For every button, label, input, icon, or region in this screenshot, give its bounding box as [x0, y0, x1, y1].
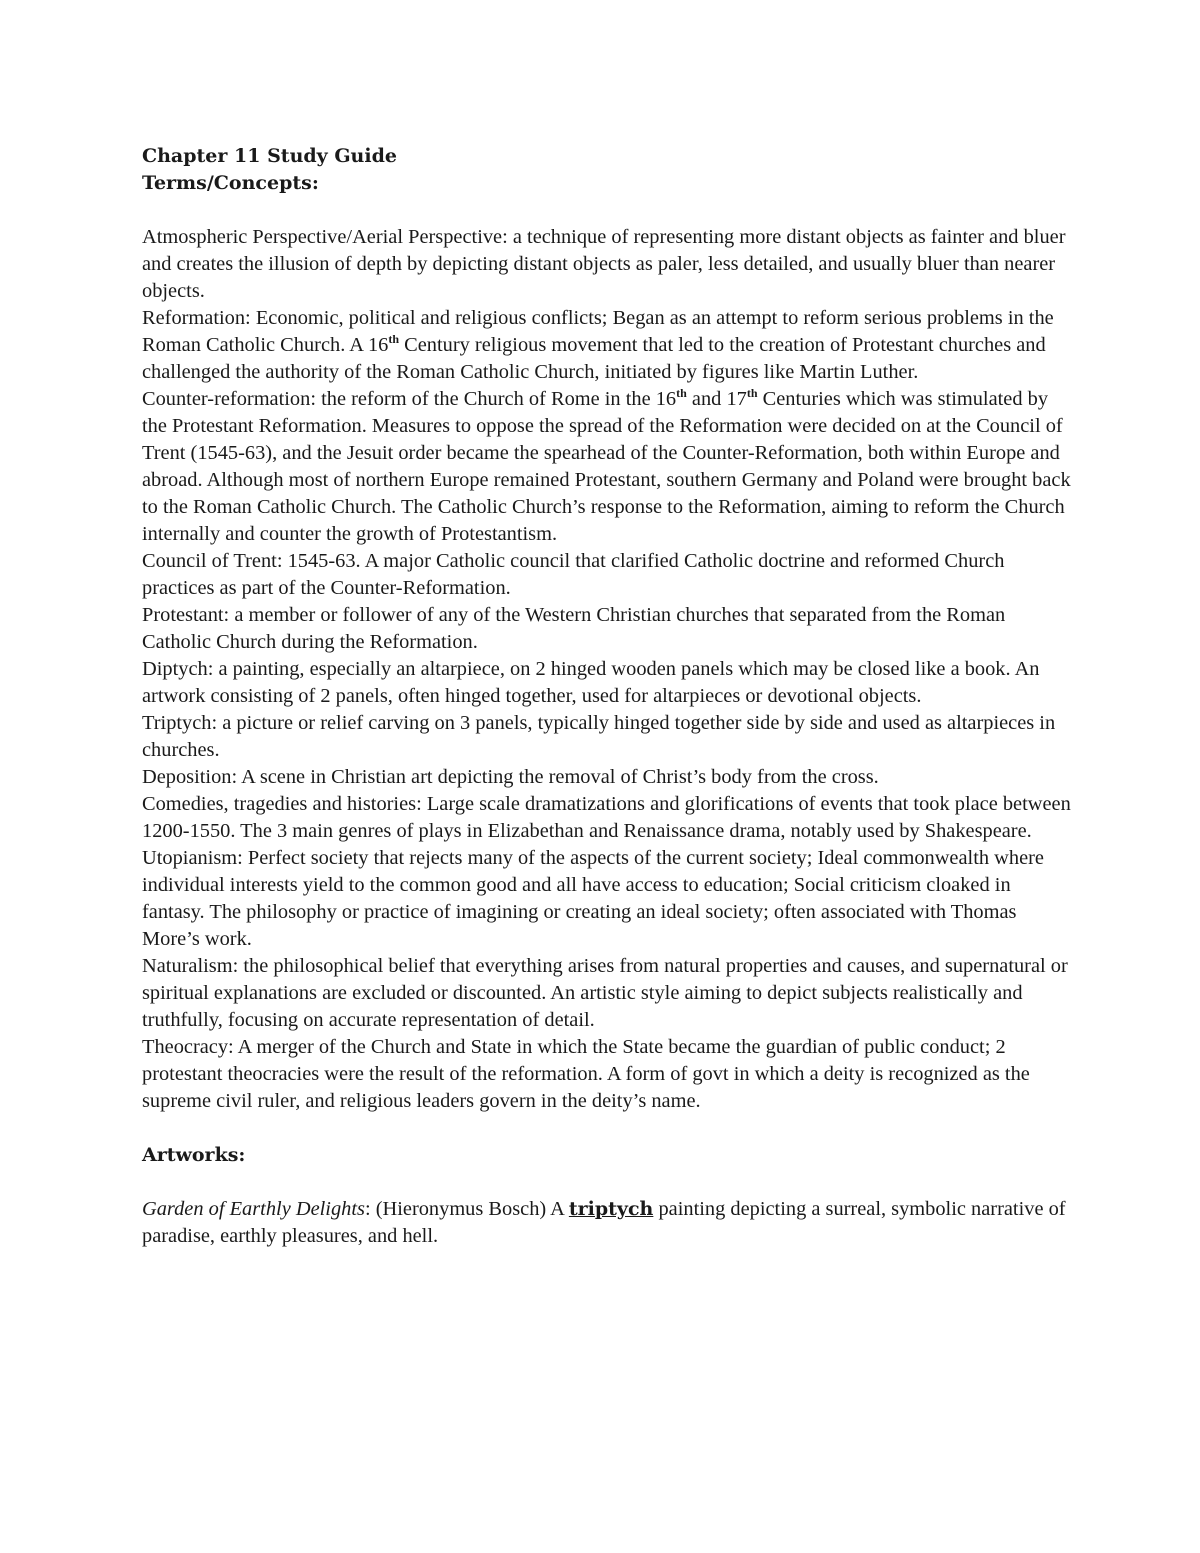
terms-heading: Terms/Concepts:	[142, 172, 319, 194]
artwork-keyword: triptych	[568, 1198, 654, 1220]
term-counter-reformation	[142, 386, 1072, 548]
artwork-colon: :	[364, 1198, 376, 1220]
term-naturalism: Naturalism: the philosophical belief that everything arises from natural properties and causes, and supernatural or spiritual explanations are excluded or discounted. An artistic style aiming to depict subjects realistically and truthfully, focusing on accurate representation of detail.	[142, 955, 1068, 1031]
term-comedies-tragedies-histories: Comedies, tragedies and histories: Large scale dramatizations and glorifications of events that took place between 1200-1550. The 3 main genres of plays in Elizabethan and Renaissance drama, notably used by Shakespeare.	[142, 793, 1071, 842]
term-deposition: Deposition: A scene in Christian art depicting the removal of Christ’s body from the cross.	[142, 766, 879, 788]
artwork-text: (Hieronymus Bosch) A	[375, 1198, 569, 1220]
term-reformation	[142, 305, 1072, 386]
term-atmospheric-perspective: Atmospheric Perspective/Aerial Perspective: a technique of representing more distant objects as fainter and bluer and creates the illusion of depth by depicting distant objects as paler, less detailed, and usually bluer than nearer objects.	[142, 226, 1066, 302]
ordinal-suffix: th	[746, 386, 758, 401]
artwork-title: Garden of Earthly Delights	[142, 1198, 365, 1220]
term-theocracy: Theocracy: A merger of the Church and State in which the State became the guardian of public conduct; 2 protestant theocracies were the result of the reformation. A form of govt in which a deity is recognized as the supreme civil ruler, and religious leaders govern in the deity’s name.	[142, 1036, 1030, 1112]
term-utopianism: Utopianism: Perfect society that rejects many of the aspects of the current society; Ideal commonwealth where individual interests yield to the common good and all have access to education; Social criticism cloaked in fantasy. The philosophy or practice of imagining or creating an ideal society; often associated with Thomas More’s work.	[142, 847, 1044, 950]
document-page	[142, 143, 1072, 1250]
artworks-heading: Artworks:	[142, 1144, 246, 1166]
term-text: and 17	[686, 388, 747, 410]
blank-line	[142, 197, 1072, 224]
document-title: Chapter 11 Study Guide	[142, 145, 397, 167]
term-text: Centuries which was stimulated by the Protestant Reformation. Measures to oppose the spread of the Reformation were decided on at the Council of Trent (1545-63), and the Jesuit order became the spearhead of the Counter-Reformation, both within Europe and abroad. Although most of northern Europe remained Protestant, southern Germany and Poland were brought back to the Roman Catholic Church. The Catholic Church’s response to the Reformation, aiming to reform the Church internally and counter the growth of Protestantism.	[142, 388, 1071, 545]
term-diptych: Diptych: a painting, especially an altarpiece, on 2 hinged wooden panels which may be closed like a book. An artwork consisting of 2 panels, often hinged together, used for altarpieces or devotional objects.	[142, 658, 1040, 707]
ordinal-suffix: th	[388, 332, 400, 347]
blank-line	[142, 1115, 1072, 1142]
artwork-text: painting depicting a surreal, symbolic narrative of paradise, earthly pleasures, and hell.	[142, 1198, 1066, 1247]
term-text: Reformation: Economic, political and religious conflicts; Began as an attempt to reform serious problems in the Roman Catholic Church. A 16	[142, 307, 1054, 356]
artwork-entry	[142, 1196, 1072, 1250]
term-text: Century religious movement that led to the creation of Protestant churches and challenged the authority of the Roman Catholic Church, initiated by figures like Martin Luther.	[142, 334, 1046, 383]
term-text: Counter-reformation: the reform of the Church of Rome in the 16	[142, 388, 677, 410]
ordinal-suffix: th	[676, 386, 687, 401]
term-protestant: Protestant: a member or follower of any of the Western Christian churches that separated from the Roman Catholic Church during the Reformation.	[142, 604, 1006, 653]
blank-line	[142, 1169, 1072, 1196]
term-triptych: Triptych: a picture or relief carving on 3 panels, typically hinged together side by side and used as altarpieces in churches.	[142, 712, 1056, 761]
term-council-of-trent: Council of Trent: 1545-63. A major Catholic council that clarified Catholic doctrine and reformed Church practices as part of the Counter-Reformation.	[142, 550, 1005, 599]
